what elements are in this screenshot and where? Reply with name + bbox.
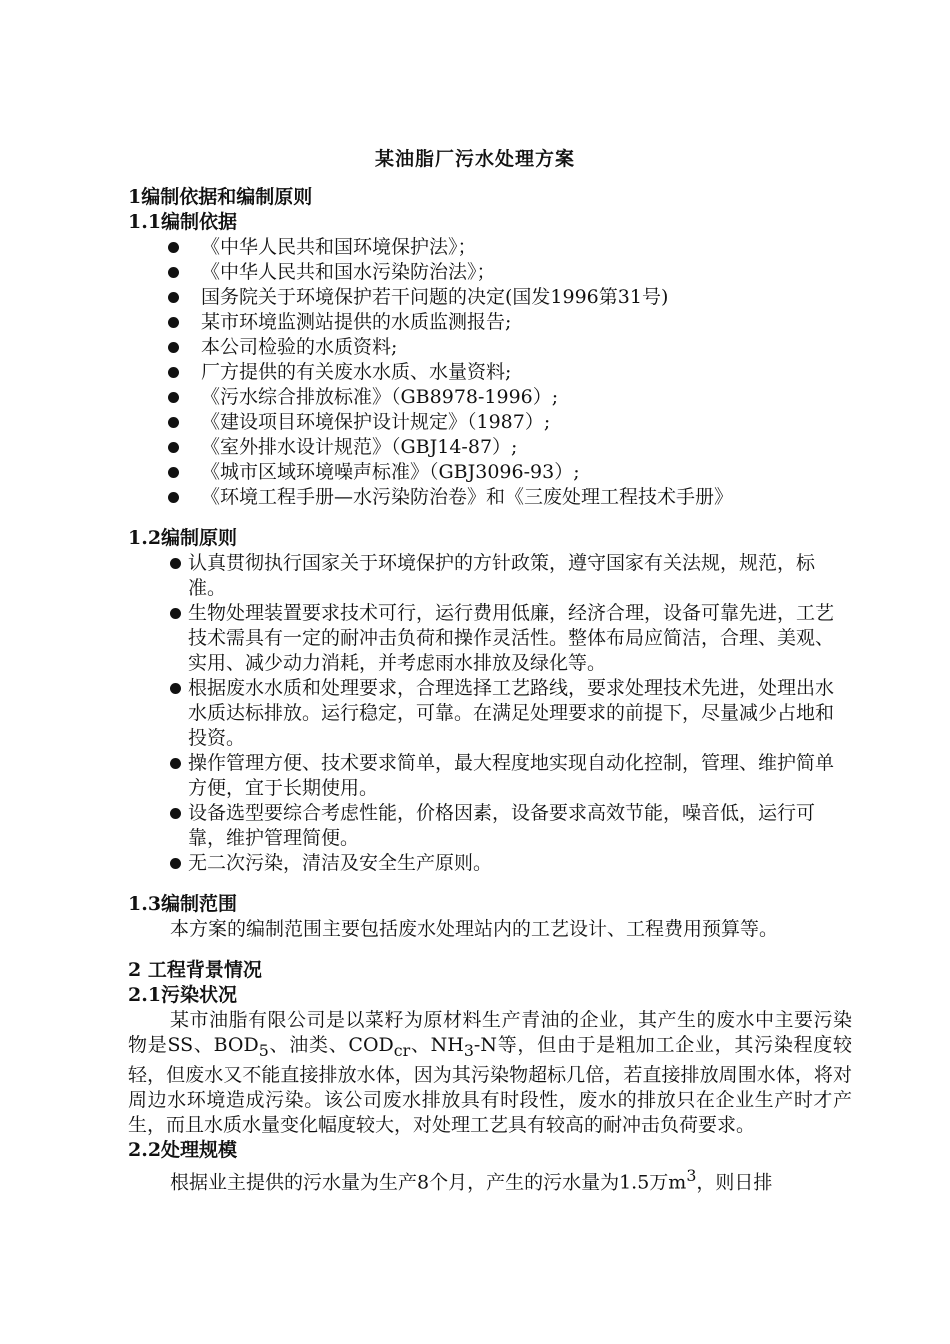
section-1-heading: 1编制依据和编制原则 (128, 186, 313, 208)
bullet-icon (168, 242, 179, 253)
bullet-icon (168, 417, 179, 428)
list-item: 根据废水水质和处理要求，合理选择工艺路线，要求处理技术先进，处理出水水质达标排放。运行稳定，可靠。在满足处理要求的前提下，尽量减少占地和投资。 (128, 676, 852, 751)
list-item: 厂方提供的有关废水水质、水量资料; (128, 360, 852, 385)
list-item: 生物处理装置要求技术可行，运行费用低廉，经济合理，设备可靠先进，工艺技术需具有一定的耐冲击负荷和操作灵活性。整体布局应简洁，合理、美观、实用、减少动力消耗，并考虑雨水排放及绿化等。 (128, 601, 852, 676)
scope-text: 本方案的编制范围主要包括废水处理站内的工艺设计、工程费用预算等。 (170, 918, 779, 940)
list-item: 国务院关于环境保护若干问题的决定(国发1996第31号) (128, 285, 852, 310)
document-body (128, 185, 852, 1195)
list-item: 设备选型要综合考虑性能，价格因素，设备要求高效节能，噪音低，运行可靠，维护管理简便。 (128, 801, 852, 851)
bullet-icon (168, 392, 179, 403)
bullet-icon (168, 317, 179, 328)
bullet-icon (170, 758, 181, 769)
section-2-2-heading: 2.2处理规模 (128, 1138, 238, 1161)
list-item: 《城市区域环境噪声标准》（GBJ3096-93）; (128, 460, 852, 485)
section-1-3-heading: 1.3编制范围 (128, 893, 238, 915)
bullet-icon (168, 292, 179, 303)
bullet-icon (170, 808, 181, 819)
list-item: 本公司检验的水质资料; (128, 335, 852, 360)
bullet-icon (168, 267, 179, 278)
pollution-paragraph: 某市油脂有限公司是以菜籽为原材料生产青油的企业，其产生的废水中主要污染物是SS、$BOD_5$、油类、$COD_{cr}$、$NH_3-N$等，但由于是粗加工企业，其污染程度较轻，但废水又不能直接排放水体，因为其污染物超标几倍，若直接排放周围水体，将对周边水环境造成污染。该公司废水排放具有时段性，废水的排放只在企业生产时才产生，而且水质水量变化幅度较大，对处理工艺具有较高的耐冲击负荷要求。 (128, 1009, 852, 1136)
bullet-icon (168, 342, 179, 353)
section-2-1-heading: 2.1污染状况 (128, 984, 238, 1006)
list-item: 认真贯彻执行国家关于环境保护的方针政策，遵守国家有关法规，规范，标准。 (128, 551, 852, 601)
bullet-icon (168, 492, 179, 503)
list-item: 《环境工程手册—水污染防治卷》和《三废处理工程技术手册》 (128, 485, 852, 510)
scale-paragraph: 根据业主提供的污水量为生产8个月，产生的污水量为1.5万$m^3$，则日排 (170, 1165, 773, 1194)
principles-list (128, 551, 852, 876)
list-item: 操作管理方便、技术要求简单，最大程度地实现自动化控制，管理、维护简单方便，宜于长期使用。 (128, 751, 852, 801)
list-item: 《室外排水设计规范》（GBJ14-87）; (128, 435, 852, 460)
bullet-icon (170, 608, 181, 619)
bullet-icon (170, 858, 181, 869)
section-1-1-heading: 1.1编制依据 (128, 211, 238, 233)
list-item: 《中华人民共和国水污染防治法》； (128, 260, 852, 285)
document-title: 某油脂厂污水处理方案 (374, 148, 575, 170)
bullet-icon (170, 683, 181, 694)
list-item: 某市环境监测站提供的水质监测报告; (128, 310, 852, 335)
basis-list (128, 235, 852, 510)
list-item: 无二次污染，清洁及安全生产原则。 (128, 851, 852, 876)
list-item: 《中华人民共和国环境保护法》； (128, 235, 852, 260)
bullet-icon (168, 442, 179, 453)
bullet-icon (168, 467, 179, 478)
bullet-icon (170, 558, 181, 569)
section-2-heading: 2 工程背景情况 (128, 959, 262, 981)
section-1-2-heading: 1.2编制原则 (128, 527, 238, 549)
bullet-icon (168, 367, 179, 378)
list-item: 《污水综合排放标准》（GB8978-1996）; (128, 385, 852, 410)
list-item: 《建设项目环境保护设计规定》（1987）; (128, 410, 852, 435)
